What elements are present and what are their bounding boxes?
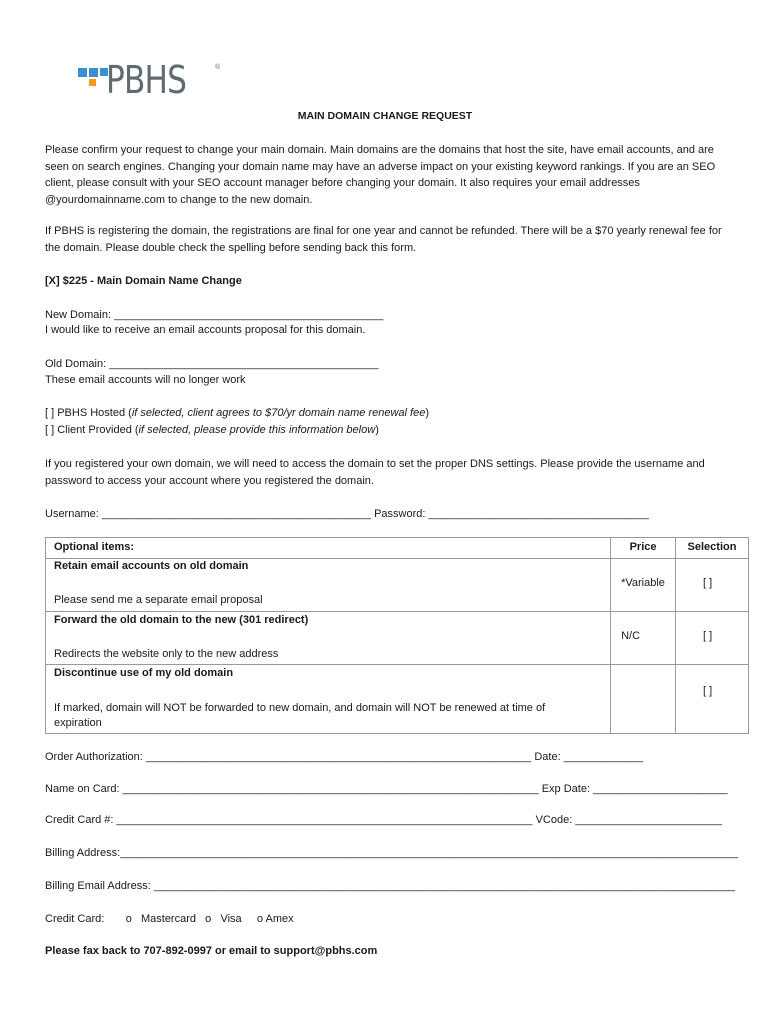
row-selection-checkbox[interactable]: [ ] (703, 630, 713, 642)
client-provided-suffix: ) (375, 424, 379, 436)
pbhs-logo (78, 58, 228, 104)
row-title: Retain email accounts on old domain (54, 560, 249, 572)
new-domain-field[interactable]: New Domain: ____________________________________________ (45, 309, 384, 321)
old-domain-field[interactable]: Old Domain: ____________________________________________ (45, 358, 379, 370)
optional-items-table (45, 537, 749, 734)
table-header-row (46, 538, 749, 559)
row-selection-checkbox[interactable]: [ ] (703, 685, 713, 697)
page-title: MAIN DOMAIN CHANGE REQUEST (297, 110, 473, 122)
logo-square-2 (89, 68, 98, 77)
table-row (46, 665, 749, 734)
logo-registered-mark: ® (215, 64, 221, 71)
order-authorization-field[interactable]: Order Authorization: _______________________________________________________________ Date: _____________ (45, 751, 644, 763)
pbhs-hosted-detail: if selected, client agrees to $70/yr domain name renewal fee (131, 407, 426, 419)
registration-note: If PBHS is registering the domain, the registrations are final for one year and cannot be refunded. There will be a $70 yearly renewal fee for the domain. Please double check the spelling before sending back this form. (45, 225, 722, 254)
pbhs-hosted-label: [ ] PBHS Hosted ( (45, 407, 132, 419)
logo-square-3 (89, 79, 96, 86)
row-desc: Redirects the website only to the new address (54, 648, 279, 660)
old-domain-note: These email accounts will no longer work (45, 374, 246, 386)
header-selection: Selection (687, 541, 737, 553)
header-price: Price (629, 541, 657, 553)
billing-address-field[interactable]: Billing Address:_____________________________________________________________________________________________________ (45, 847, 739, 859)
billing-email-field[interactable]: Billing Email Address: _______________________________________________________________________________________________ (45, 880, 736, 892)
dns-note: If you registered your own domain, we will need to access the domain to set the proper DNS settings. Please provide the username and password to access your account where you registered the domain. (45, 458, 705, 487)
credentials-fields[interactable]: Username: ____________________________________________ Password: ____________________________________ (45, 508, 649, 520)
logo-square-1 (78, 68, 87, 77)
intro-paragraph: Please confirm your request to change your main domain. Main domains are the domains that host the site, have email accounts, and are seen on search engines. Changing your domain name may have an adverse impact on your existing keyword rankings. If you are an SEO client, please consult with your SEO account manager before changing your domain. It also requires your email addresses @yourdomainname.com to change to the new domain. (45, 144, 716, 206)
logo-text: PBHS (106, 58, 187, 102)
client-provided-label: [ ] Client Provided ( (45, 424, 139, 436)
main-option-checkbox[interactable]: [X] $225 - Main Domain Name Change (45, 275, 242, 287)
row-title: Discontinue use of my old domain (54, 667, 234, 679)
credit-card-number-field[interactable]: Credit Card #: ____________________________________________________________________ VCode: ________________________ (45, 814, 723, 826)
fax-email-footer: Please fax back to 707-892-0997 or email to support@pbhs.com (45, 945, 378, 957)
row-selection-checkbox[interactable]: [ ] (703, 577, 713, 589)
row-desc: If marked, domain will NOT be forwarded to new domain, and domain will NOT be renewed at time of expiration (54, 702, 546, 729)
row-price: *Variable (621, 577, 665, 589)
table-row (46, 559, 749, 612)
pbhs-hosted-option[interactable] (45, 406, 429, 420)
client-provided-option[interactable] (45, 423, 379, 437)
table-row (46, 612, 749, 665)
row-title: Forward the old domain to the new (301 redirect) (54, 614, 309, 626)
name-on-card-field[interactable]: Name on Card: ____________________________________________________________________ Exp Date: ______________________ (45, 783, 728, 795)
new-domain-note: I would like to receive an email accounts proposal for this domain. (45, 324, 366, 336)
header-optional-items: Optional items: (54, 541, 135, 553)
pbhs-hosted-suffix: ) (425, 407, 429, 419)
row-price: N/C (621, 630, 641, 642)
credit-card-type-options[interactable]: Credit Card: o Mastercard o Visa o Amex (45, 913, 294, 925)
client-provided-detail: if selected, please provide this information below (138, 424, 376, 436)
row-desc: Please send me a separate email proposal (54, 594, 263, 606)
